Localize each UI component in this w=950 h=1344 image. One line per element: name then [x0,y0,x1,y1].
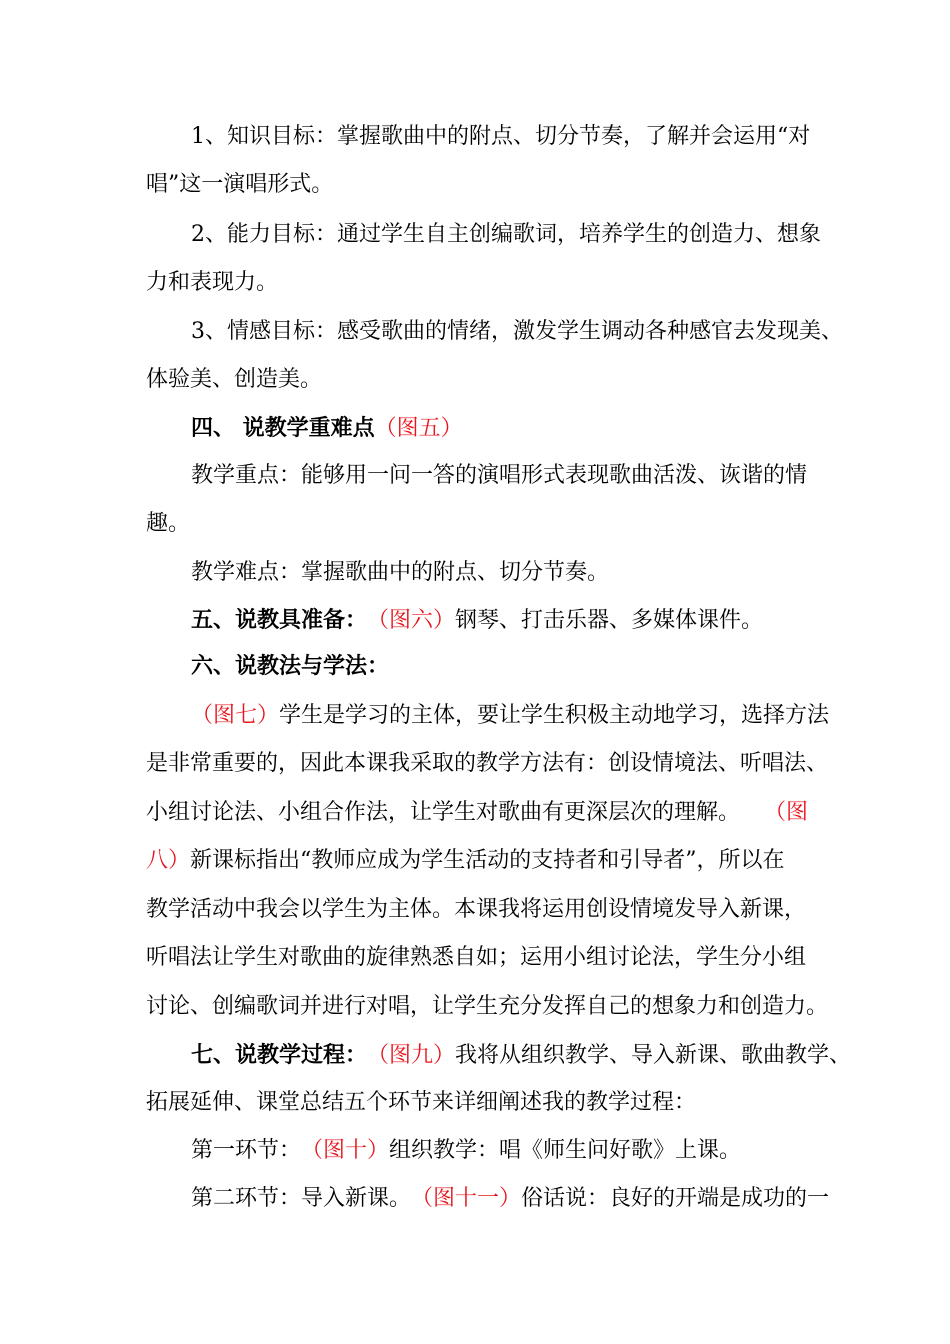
text-line: 新课标指出“教师应成为学生活动的支持者和引导者”，所以在 [190,848,785,873]
paragraph-methods-cont [0,987,950,1027]
paragraph-key-point [0,456,950,496]
text-line: 讨论、创编歌词并进行对唱，让学生充分发挥自己的想象力和创造力。 [146,994,829,1019]
heading-text: 六、说教法与学法： [191,653,390,679]
figure-ref: （图七） [191,703,280,728]
section-heading-7-cont [0,1083,950,1123]
paragraph-methods-cont [0,793,950,833]
paragraph-step-2 [0,1179,950,1219]
section-heading-6 [0,646,950,686]
figure-ref: （图十一） [411,1186,522,1211]
text-line: 2、能力目标：通过学生自主创编歌词，培养学生的创造力、想象 [191,222,821,247]
paragraph-difficulty [0,553,950,593]
paragraph-knowledge-goal [0,117,950,157]
text-line: 趣。 [146,511,191,536]
text-line: 体验美、创造美。 [146,367,323,392]
text-line: 教学活动中我会以学生为主体。本课我将运用创设情境发导入新课， [146,897,807,922]
paragraph-methods-cont [0,841,950,881]
paragraph-ability-goal [0,215,950,255]
figure-ref: （图十） [301,1138,390,1163]
paragraph-key-point-cont [0,504,950,544]
text-line: 1、知识目标：掌握歌曲中的附点、切分节奏，了解并会运用“对 [191,124,811,149]
paragraph-ability-goal-cont [0,263,950,303]
section-heading-5 [0,600,950,640]
paragraph-methods-cont [0,938,950,978]
paragraph-knowledge-goal-cont [0,165,950,205]
paragraph-step-1 [0,1131,950,1171]
text-line: 教学重点：能够用一问一答的演唱形式表现歌曲活泼、诙谐的情 [191,463,808,488]
section-heading-7 [0,1035,950,1075]
figure-ref: （图 [764,800,809,825]
text-line: 学生是学习的主体，要让学生积极主动地学习，选择方法 [279,703,830,728]
text-line: 俗话说：良好的开端是成功的一 [521,1186,830,1211]
text-line: 拓展延伸、课堂总结五个环节来详细阐述我的教学过程： [146,1090,697,1115]
figure-ref: （图六） [367,608,456,633]
paragraph-emotion-goal [0,312,950,352]
paragraph-emotion-goal-cont [0,360,950,400]
text-line: 小组讨论法、小组合作法，让学生对歌曲有更深层次的理解。 [146,800,741,825]
text-line: 唱”这一演唱形式。 [146,172,334,197]
text-line: 听唱法让学生对歌曲的旋律熟悉自如；运用小组讨论法，学生分小组 [146,945,807,970]
text-line: 组织教学：唱《师生问好歌》上课。 [389,1138,742,1163]
figure-ref: （图九） [367,1043,456,1068]
paragraph-methods-cont [0,890,950,930]
text-line: 3、情感目标：感受歌曲的情绪，激发学生调动各种感官去发现美、 [191,319,843,344]
paragraph-methods-cont [0,744,950,784]
section-heading-4 [0,408,950,448]
heading-text: 四、 说教学重难点 [191,415,375,441]
text-line: 钢琴、打击乐器、多媒体课件。 [455,608,764,633]
figure-ref: （图五） [374,416,463,441]
text-line: 教学难点：掌握歌曲中的附点、切分节奏。 [191,560,610,585]
text-line: 是非常重要的，因此本课我采取的教学方法有：创设情境法、听唱法、 [146,751,829,776]
text-line: 我将从组织教学、导入新课、歌曲教学、 [455,1043,852,1068]
figure-ref: 八） [146,848,191,873]
heading-text: 五、说教具准备： [191,607,368,633]
text-line: 力和表现力。 [146,270,279,295]
paragraph-methods [0,696,950,736]
heading-text: 七、说教学过程： [191,1042,368,1068]
text-line: 第二环节：导入新课。 [191,1186,412,1211]
text-line: 第一环节： [191,1138,302,1163]
